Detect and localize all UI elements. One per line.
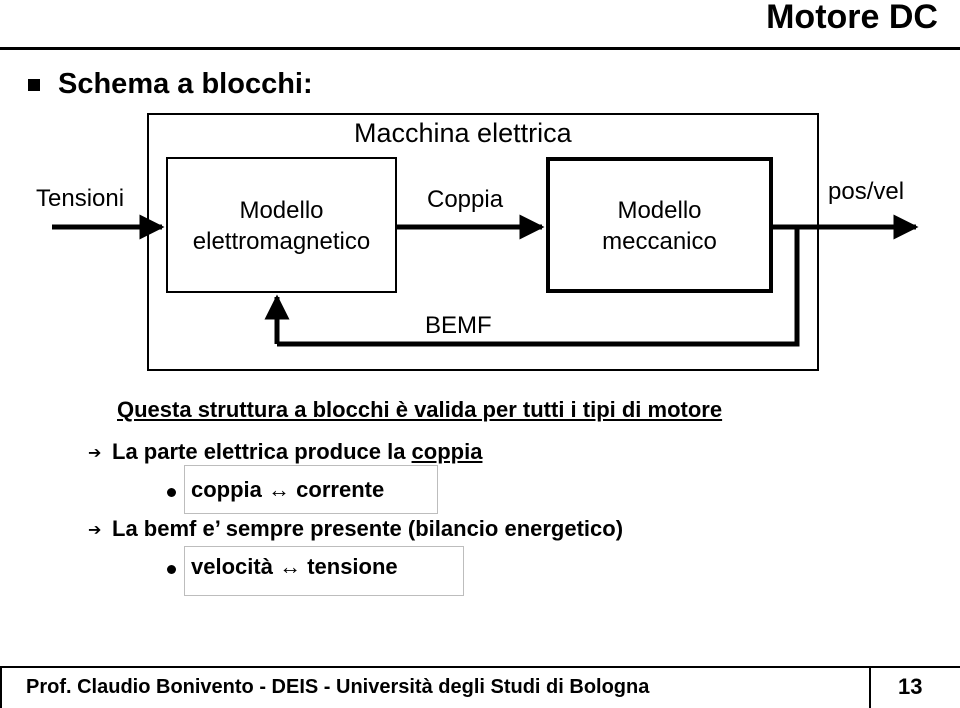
- point1-text: [112, 439, 482, 465]
- footer-separator: [869, 666, 871, 708]
- relation2-text: [191, 554, 398, 580]
- relation1-text: [191, 477, 384, 503]
- dot-bullet-icon: [167, 488, 176, 497]
- slide-title: Motore DC: [766, 0, 938, 36]
- relation2-right: tensione: [307, 554, 398, 579]
- point1-prefix: La parte elettrica produce la: [112, 439, 412, 464]
- bemf-label: BEMF: [425, 312, 492, 339]
- arrow-bullet-icon: ➔: [88, 445, 102, 462]
- bidirectional-arrow-icon: ↔: [279, 554, 302, 579]
- block2-line2: meccanico: [602, 228, 717, 255]
- footer-text: Prof. Claudio Bonivento - DEIS - Università degli Studi di Bologna: [26, 676, 650, 698]
- relation1-right: corrente: [296, 477, 385, 502]
- output-label: pos/vel: [828, 178, 905, 205]
- relation1-left: coppia: [191, 477, 262, 502]
- outer-box-label: Macchina elettrica: [354, 118, 572, 148]
- bidirectional-arrow-icon: ↔: [268, 477, 291, 502]
- feedback-path: [277, 227, 797, 344]
- statement-text: Questa struttura a blocchi è valida per tutti i tipi di motore: [117, 397, 723, 422]
- torque-label: Coppia: [427, 186, 504, 213]
- point2-text: La bemf e’ sempre presente (bilancio energetico): [112, 516, 624, 541]
- dot-bullet-icon: [167, 565, 176, 574]
- input-label: Tensioni: [36, 185, 125, 212]
- block1-line2: elettromagnetico: [192, 228, 371, 255]
- page-number: 13: [898, 674, 923, 699]
- block1-line1: Modello: [239, 197, 324, 224]
- arrow-bullet-icon: ➔: [88, 522, 102, 539]
- relation2-left: velocità: [191, 554, 273, 579]
- block2-line1: Modello: [617, 197, 702, 224]
- point1-emphasis: coppia: [411, 439, 483, 464]
- section-heading: Schema a blocchi:: [58, 68, 313, 100]
